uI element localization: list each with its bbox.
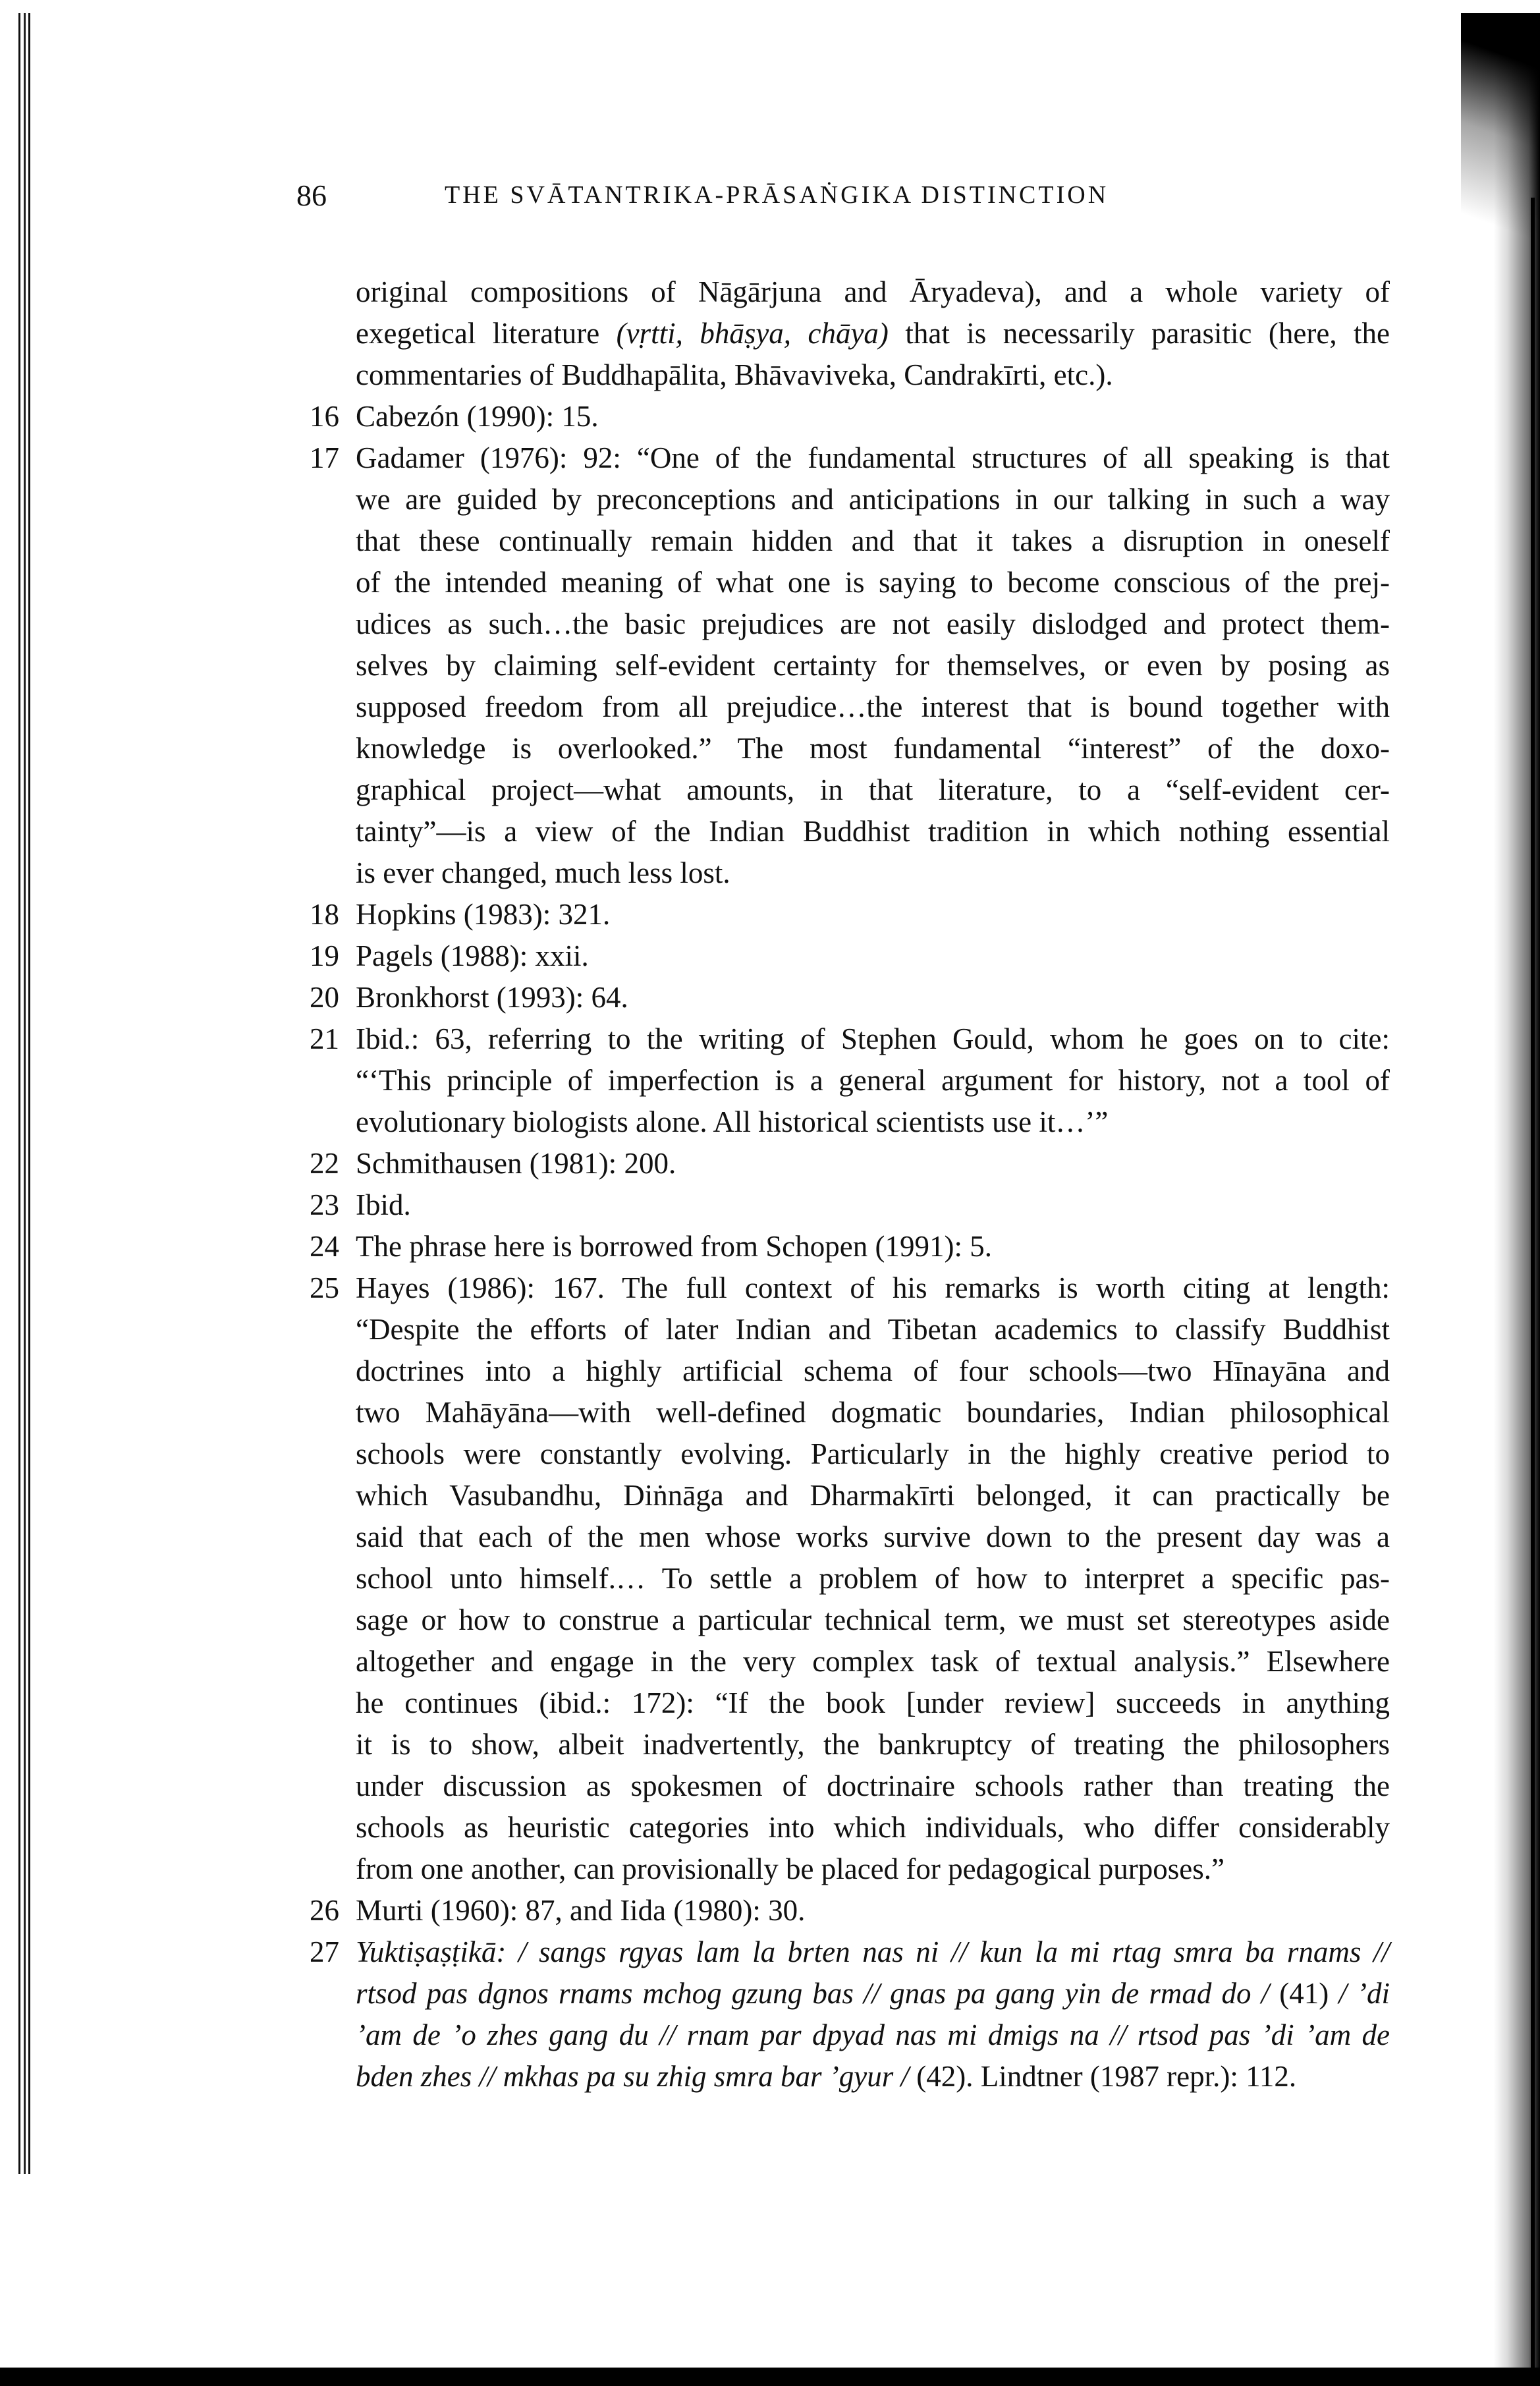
endnote — [310, 1931, 1390, 2097]
endnote-number: 25 — [310, 1271, 339, 1304]
text: two Mahāyāna—with well-defined dogmatic boundaries, Indian philosophical — [356, 1396, 1390, 1429]
endnote-number: 27 — [310, 1935, 339, 1968]
chapter-title: THE SVĀTANTRIKA-PRĀSAṄGIKA DISTINCTION — [445, 181, 1109, 209]
running-head — [296, 178, 1416, 217]
italic-text: Yuktiṣaṣṭikā: / sangs rgyas lam la brten nas ni // kun la mi rtag smra ba rnams // — [356, 1935, 1390, 1968]
endnote-line — [356, 1682, 1390, 1724]
endnote-line — [356, 562, 1390, 603]
endnote — [310, 1018, 1390, 1143]
text: Schmithausen (1981): 200. — [356, 1147, 676, 1180]
endnote-line — [356, 2056, 1390, 2097]
endnote-line — [356, 1848, 1390, 1890]
endnote — [310, 1890, 1390, 1931]
text: it is to show, albeit inadvertently, the bankruptcy of treating the philosophers — [356, 1728, 1390, 1761]
text: Ibid. — [356, 1188, 411, 1221]
endnote-line — [356, 1558, 1390, 1599]
endnote-line — [356, 977, 1390, 1018]
text: Bronkhorst (1993): 64. — [356, 981, 628, 1014]
text: schools were constantly evolving. Particularly in the highly creative period to — [356, 1437, 1390, 1470]
endnote-line — [356, 811, 1390, 852]
endnote-line — [356, 271, 1390, 313]
endnote — [310, 396, 1390, 437]
text: Murti (1960): 87, and Iida (1980): 30. — [356, 1894, 806, 1927]
endnote-line — [356, 686, 1390, 728]
text: (41) — [1279, 1977, 1329, 2010]
endnote-line — [356, 520, 1390, 562]
italic-text: (vṛtti, bhāṣya, chāya) — [616, 317, 889, 350]
italic-text: rtsod pas dgnos rnams mchog gzung bas // gnas pa gang yin de rmad do / — [356, 1977, 1280, 2010]
endnote-line — [356, 1724, 1390, 1765]
endnote-number: 24 — [310, 1230, 339, 1263]
endnote-line — [356, 1226, 1390, 1267]
text: Cabezón (1990): 15. — [356, 400, 599, 433]
endnote-line — [356, 769, 1390, 811]
text: which Vasubandhu, Diṅnāga and Dharmakīrti belonged, it can practically be — [356, 1479, 1390, 1512]
endnote-line — [356, 1350, 1390, 1392]
endnote-number: 20 — [310, 981, 339, 1014]
text: (42). Lindtner (1987 repr.): 112. — [916, 2060, 1297, 2093]
text: evolutionary biologists alone. All historical scientists use it…’” — [356, 1105, 1109, 1138]
text: “‘This principle of imperfection is a general argument for history, not a tool of — [356, 1064, 1390, 1097]
text: knowledge is overlooked.” The most fundamental “interest” of the doxo- — [356, 732, 1390, 765]
text: sage or how to construe a particular technical term, we must set stereotypes aside — [356, 1603, 1390, 1636]
scan-page-edge-right — [1531, 198, 1535, 2372]
endnote-line — [356, 1890, 1390, 1931]
endnote-line — [356, 354, 1390, 396]
italic-text: / ’di — [1329, 1977, 1390, 2010]
endnote-line — [356, 479, 1390, 520]
text: he continues (ibid.: 172): “If the book [under review] succeeds in anything — [356, 1686, 1390, 1719]
endnote-line — [356, 1931, 1390, 1973]
endnote-number: 18 — [310, 898, 339, 931]
endnote-line — [356, 894, 1390, 935]
endnote-number: 16 — [310, 400, 339, 433]
endnote-line — [356, 728, 1390, 769]
text: is ever changed, much less lost. — [356, 856, 730, 889]
endnote — [310, 894, 1390, 935]
text: selves by claiming self-evident certainty for themselves, or even by posing as — [356, 649, 1390, 682]
endnote — [310, 1226, 1390, 1267]
endnote-line — [356, 603, 1390, 645]
endnote-number: 19 — [310, 939, 339, 972]
endnote-line — [356, 313, 1390, 354]
endnote-line — [356, 1143, 1390, 1184]
endnote-line — [356, 1641, 1390, 1682]
endnote-line — [356, 1807, 1390, 1848]
text: under discussion as spokesmen of doctrinaire schools rather than treating the — [356, 1769, 1390, 1802]
text: The phrase here is borrowed from Schopen (1991): 5. — [356, 1230, 992, 1263]
endnote-line — [356, 1309, 1390, 1350]
text: school unto himself.… To settle a problem of how to interpret a specific pas- — [356, 1562, 1390, 1595]
endnote — [310, 935, 1390, 977]
text: schools as heuristic categories into which individuals, who differ considerably — [356, 1811, 1390, 1844]
endnote-line — [356, 1184, 1390, 1226]
endnote — [310, 977, 1390, 1018]
endnote-line — [356, 1765, 1390, 1807]
endnote-line — [356, 1516, 1390, 1558]
endnote — [310, 1267, 1390, 1890]
text: commentaries of Buddhapālita, Bhāvaviveka, Candrakīrti, etc.). — [356, 358, 1113, 391]
endnote-number: 21 — [310, 1022, 339, 1055]
endnote-number: 17 — [310, 441, 339, 474]
italic-text: bden zhes // mkhas pa su zhig smra bar ’gyur / — [356, 2060, 917, 2093]
endnote — [310, 1143, 1390, 1184]
page-number: 86 — [296, 179, 327, 212]
endnote-line — [356, 1267, 1390, 1309]
text: graphical project—what amounts, in that literature, to a “self-evident cer- — [356, 773, 1390, 806]
text: Hopkins (1983): 321. — [356, 898, 611, 931]
scan-bottom-edge — [0, 2368, 1540, 2386]
text: Hayes (1986): 167. The full context of his remarks is worth citing at length: — [356, 1271, 1390, 1304]
endnote-line — [356, 1101, 1390, 1143]
endnote-number: 22 — [310, 1147, 339, 1180]
text: we are guided by preconceptions and anticipations in our talking in such a way — [356, 483, 1390, 516]
endnote-line — [356, 1973, 1390, 2014]
text: Ibid.: 63, referring to the writing of Stephen Gould, whom he goes on to cite: — [356, 1022, 1390, 1055]
endnote — [310, 271, 1390, 396]
endnote-line — [356, 1392, 1390, 1433]
endnote-line — [356, 1018, 1390, 1060]
italic-text: ’am de ’o zhes gang du // rnam par dpyad nas mi dmigs na // rtsod pas ’di ’am de — [356, 2018, 1390, 2051]
endnote-line — [356, 2014, 1390, 2056]
text: “Despite the efforts of later Indian and Tibetan academics to classify Buddhist — [356, 1313, 1390, 1346]
text: doctrines into a highly artificial schema of four schools—two Hīnayāna and — [356, 1354, 1390, 1387]
endnote-line — [356, 935, 1390, 977]
endnote-line — [356, 437, 1390, 479]
text: from one another, can provisionally be placed for pedagogical purposes.” — [356, 1852, 1224, 1885]
endnotes-list — [310, 271, 1390, 2097]
endnote-line — [356, 396, 1390, 437]
text: udices as such…the basic prejudices are not easily dislodged and protect them- — [356, 607, 1390, 640]
text: exegetical literature — [356, 317, 617, 350]
text: original compositions of Nāgārjuna and Āryadeva), and a whole variety of — [356, 275, 1390, 308]
endnote-line — [356, 1060, 1390, 1101]
endnote — [310, 1184, 1390, 1226]
text: that is necessarily parasitic (here, the — [888, 317, 1390, 350]
endnote-line — [356, 1433, 1390, 1475]
endnote-number: 23 — [310, 1188, 339, 1221]
text: supposed freedom from all prejudice…the interest that is bound together with — [356, 690, 1390, 723]
text: of the intended meaning of what one is saying to become conscious of the prej- — [356, 566, 1390, 599]
endnote-line — [356, 1475, 1390, 1516]
endnote-number: 26 — [310, 1894, 339, 1927]
text: said that each of the men whose works survive down to the present day was a — [356, 1520, 1390, 1553]
text: tainty”—is a view of the Indian Buddhist tradition in which nothing essential — [356, 815, 1390, 848]
text: altogether and engage in the very complex task of textual analysis.” Elsewhere — [356, 1645, 1390, 1678]
endnote — [310, 437, 1390, 894]
text: Pagels (1988): xxii. — [356, 939, 589, 972]
text: Gadamer (1976): 92: “One of the fundamental structures of all speaking is that — [356, 441, 1390, 474]
endnote-line — [356, 645, 1390, 686]
endnote-line — [356, 1599, 1390, 1641]
scan-binding-edge — [18, 13, 30, 2174]
text: that these continually remain hidden and that it takes a disruption in oneself — [356, 524, 1390, 557]
endnote-line — [356, 852, 1390, 894]
